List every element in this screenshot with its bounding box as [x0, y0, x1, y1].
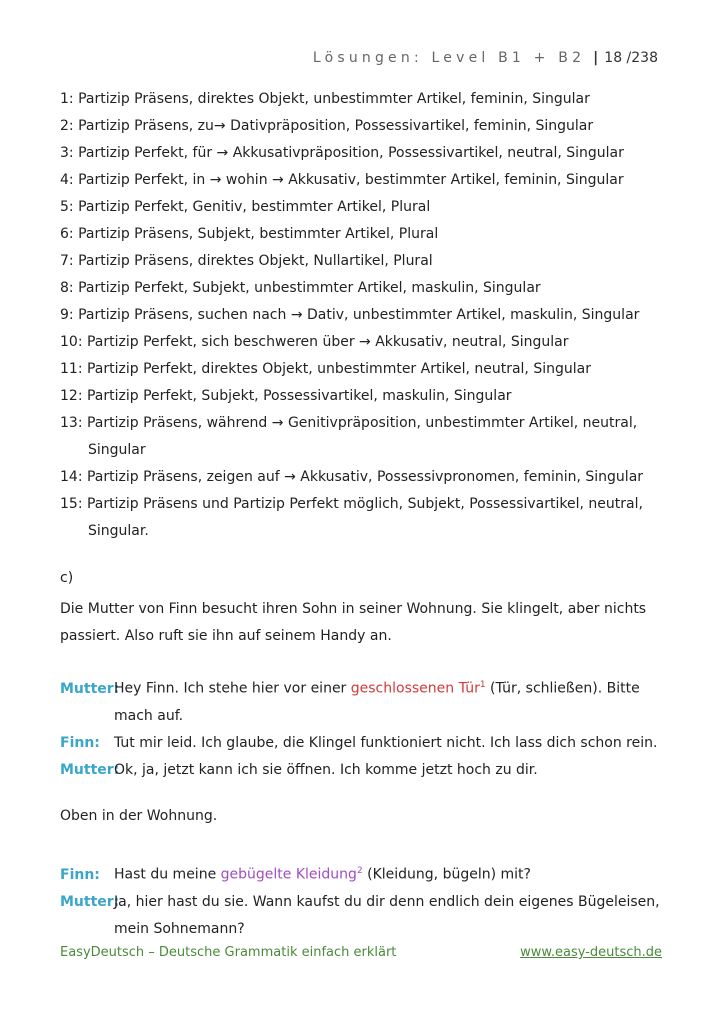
speaker-label: Mutter:: [60, 680, 120, 697]
highlighted-phrase: geschlossenen Tür: [350, 680, 480, 697]
dialog-text: Tut mir leid. Ich glaube, die Klingel funktioniert nicht. Ich lass dich schon rein.: [114, 734, 658, 751]
page-number: 18 /238: [604, 50, 658, 66]
list-item: [60, 113, 670, 140]
header-separator: |: [593, 50, 599, 66]
speaker-label: Mutter:: [60, 761, 120, 778]
dialog-text: Ja, hier hast du sie. Wann kaufst du dir denn endlich dein eigenes Bügeleisen,: [114, 893, 660, 910]
list-item: [60, 140, 670, 167]
intro-line-2: passiert. Also ruft sie ihn auf seinem Handy an.: [60, 628, 392, 644]
dialog-line: [60, 730, 670, 757]
list-item-text: 13: Partizip Präsens, während → Genitivpräposition, unbestimmter Artikel, neutral,: [60, 415, 638, 431]
list-item-text: 4: Partizip Perfekt, in → wohin → Akkusativ, bestimmter Artikel, feminin, Singular: [60, 172, 624, 188]
footnote-marker: 1: [479, 680, 486, 690]
footer-link[interactable]: www.easy-deutsch.de: [520, 945, 662, 960]
list-item: [60, 464, 670, 491]
dialog-continuation: mach auf.: [114, 707, 184, 724]
dialog-line: [60, 889, 670, 943]
dialog-text: Hey Finn. Ich stehe hier vor einer: [114, 680, 351, 697]
dialog-line: [60, 672, 670, 730]
narration: Oben in der Wohnung.: [60, 808, 218, 824]
footnote-marker: 2: [356, 866, 363, 876]
list-item: [60, 383, 670, 410]
list-item-continuation: Singular.: [88, 523, 149, 539]
dialog-part-1: [60, 672, 670, 784]
list-item: [60, 248, 670, 275]
speaker-label: Mutter:: [60, 893, 120, 910]
intro-line-1: Die Mutter von Finn besucht ihren Sohn in seiner Wohnung. Sie klingelt, aber nichts: [60, 601, 647, 617]
dialog-continuation: mein Sohnemann?: [114, 920, 245, 937]
list-item-text: 9: Partizip Präsens, suchen nach → Dativ, unbestimmter Artikel, maskulin, Singular: [60, 307, 640, 323]
dialog-text: Ok, ja, jetzt kann ich sie öffnen. Ich komme jetzt hoch zu dir.: [114, 761, 538, 778]
list-item: [60, 356, 670, 383]
list-item-text: 1: Partizip Präsens, direktes Objekt, unbestimmter Artikel, feminin, Singular: [60, 91, 590, 107]
solution-list: [60, 86, 670, 545]
header-title: Lösungen: Level B1 + B2: [312, 50, 586, 66]
list-item: [60, 194, 670, 221]
list-item-text: 8: Partizip Perfekt, Subjekt, unbestimmter Artikel, maskulin, Singular: [60, 280, 541, 296]
page-header: [313, 50, 658, 66]
dialog-line: [60, 757, 670, 784]
dialog-line: [60, 858, 670, 889]
list-item: [60, 275, 670, 302]
list-item: [60, 221, 670, 248]
list-item-text: 14: Partizip Präsens, zeigen auf → Akkusativ, Possessivpronomen, feminin, Singular: [60, 469, 644, 485]
list-item-text: 2: Partizip Präsens, zu→ Dativpräposition, Possessivartikel, feminin, Singular: [60, 118, 594, 134]
highlighted-phrase: gebügelte Kleidung: [220, 866, 357, 883]
dialog-part-2: [60, 858, 670, 943]
list-item: [60, 302, 670, 329]
section-label: c): [60, 570, 74, 586]
footer-brand: EasyDeutsch – Deutsche Grammatik einfach erklärt: [60, 945, 397, 960]
speaker-label: Finn:: [60, 734, 100, 751]
list-item-text: 10: Partizip Perfekt, sich beschweren über → Akkusativ, neutral, Singular: [60, 334, 569, 350]
list-item: [60, 329, 670, 356]
dialog-text-after: (Kleidung, bügeln) mit?: [362, 866, 531, 883]
list-item-text: 11: Partizip Perfekt, direktes Objekt, unbestimmter Artikel, neutral, Singular: [60, 361, 591, 377]
list-item: [60, 410, 670, 464]
list-item-continuation: Singular: [88, 442, 146, 458]
list-item: [60, 86, 670, 113]
dialog-text: Hast du meine: [114, 866, 221, 883]
list-item: [60, 167, 670, 194]
dialog-text-after: (Tür, schließen). Bitte: [485, 680, 640, 697]
list-item-text: 15: Partizip Präsens und Partizip Perfekt möglich, Subjekt, Possessivartikel, neutral,: [60, 496, 643, 512]
speaker-label: Finn:: [60, 866, 100, 883]
intro-paragraph: [60, 596, 670, 650]
list-item-text: 5: Partizip Perfekt, Genitiv, bestimmter Artikel, Plural: [60, 199, 431, 215]
list-item-text: 12: Partizip Perfekt, Subjekt, Possessivartikel, maskulin, Singular: [60, 388, 512, 404]
list-item: [60, 491, 670, 545]
list-item-text: 3: Partizip Perfekt, für → Akkusativpräposition, Possessivartikel, neutral, Singular: [60, 145, 624, 161]
list-item-text: 6: Partizip Präsens, Subjekt, bestimmter Artikel, Plural: [60, 226, 439, 242]
list-item-text: 7: Partizip Präsens, direktes Objekt, Nullartikel, Plural: [60, 253, 433, 269]
